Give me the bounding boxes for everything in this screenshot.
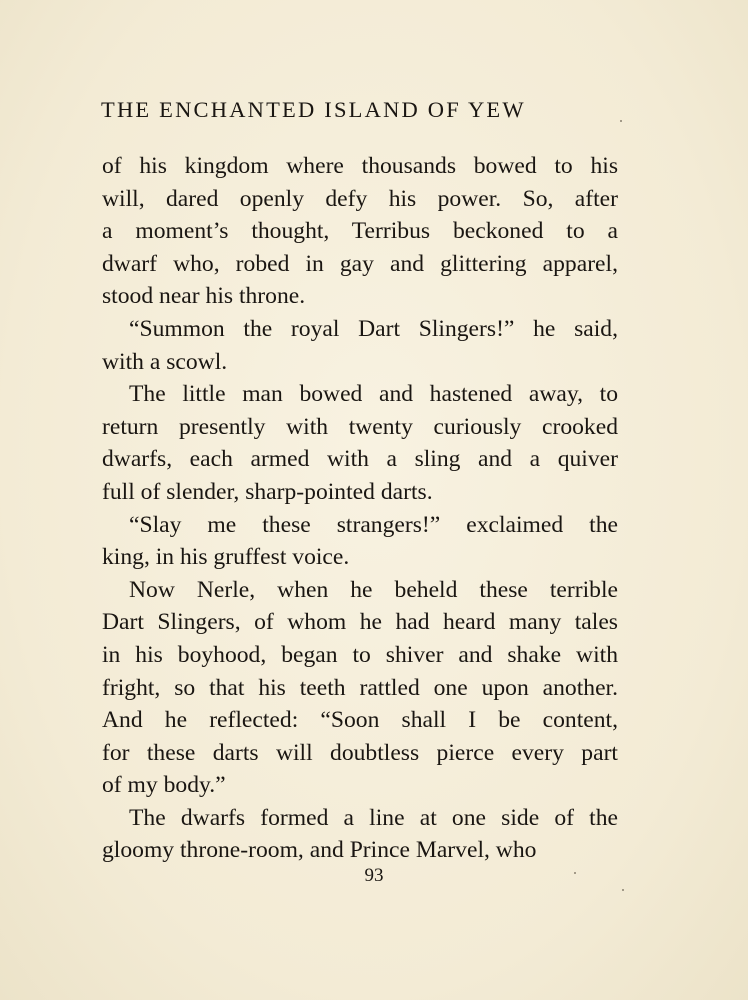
text-line: The dwarfs formed a line at one side of the [129, 804, 618, 831]
print-speck [620, 120, 622, 122]
text-line: “Summon the royal Dart Slingers!” he said, [129, 315, 618, 342]
paragraph [102, 802, 618, 867]
print-speck [574, 872, 576, 874]
text-line: gloomy throne-room, and Prince Marvel, who [102, 837, 537, 864]
text-line: Now Nerle, when he beheld these terrible [129, 576, 618, 603]
text-line: for these darts will doubtless pierce every part [102, 739, 618, 766]
text-line: return presently with twenty curiously crooked [102, 413, 618, 440]
paragraph [102, 150, 618, 313]
text-line: will, dared openly defy his power. So, after [102, 185, 618, 212]
page-number: 93 [364, 865, 384, 886]
text-line: in his boyhood, began to shiver and shake with [102, 641, 618, 668]
text-line: stood near his throne. [102, 283, 306, 310]
text-line: a moment’s thought, Terribus beckoned to a [102, 218, 618, 245]
body-text [102, 150, 618, 867]
text-line: “Slay me these strangers!” exclaimed the [129, 511, 618, 538]
paragraph [102, 509, 618, 574]
text-line: with a scowl. [102, 348, 228, 375]
text-line: of my body.” [102, 772, 226, 799]
paragraph [102, 574, 618, 802]
text-line: of his kingdom where thousands bowed to his [102, 153, 618, 179]
running-head: THE ENCHANTED ISLAND OF YEW [101, 97, 526, 122]
paragraph [102, 313, 618, 378]
text-line: dwarf who, robed in gay and glittering apparel, [102, 250, 618, 277]
print-speck [622, 889, 624, 891]
text-line: full of slender, sharp-pointed darts. [102, 478, 433, 505]
text-line: king, in his gruffest voice. [102, 544, 350, 571]
paragraph [102, 378, 618, 508]
text-line: fright, so that his teeth rattled one upon another. [102, 674, 618, 701]
text-line: The little man bowed and hastened away, to [129, 381, 618, 408]
text-line: dwarfs, each armed with a sling and a quiver [102, 446, 618, 473]
text-line: And he reflected: “Soon shall I be content, [102, 707, 618, 734]
text-line: Dart Slingers, of whom he had heard many tales [102, 609, 618, 636]
